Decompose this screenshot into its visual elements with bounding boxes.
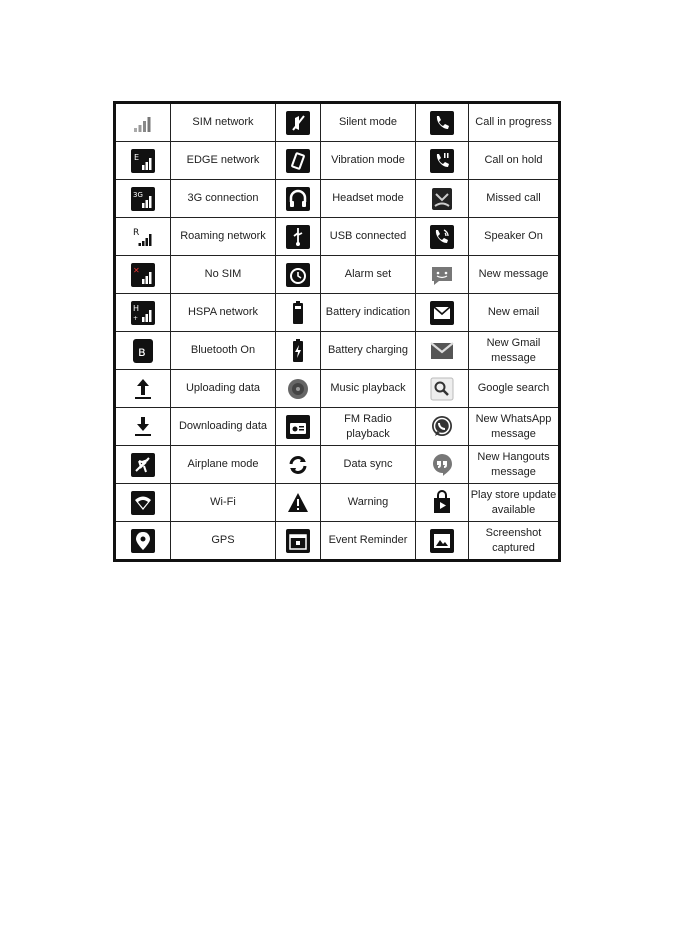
icon-cell [416, 408, 469, 446]
icon-cell [416, 522, 469, 561]
airplane-icon [130, 452, 156, 478]
icon-label: New email [469, 294, 560, 332]
icon-cell [276, 370, 321, 408]
icon-label: Airplane mode [171, 446, 276, 484]
battery-charging-icon [285, 338, 311, 364]
gps-icon [130, 528, 156, 554]
table-row [115, 256, 560, 294]
icon-cell [115, 256, 171, 294]
icon-cell [115, 408, 171, 446]
icon-label: HSPA network [171, 294, 276, 332]
icon-label: Screenshot captured [469, 522, 560, 561]
icon-label: New WhatsApp message [469, 408, 560, 446]
icon-label: New Gmail message [469, 332, 560, 370]
icon-cell [416, 294, 469, 332]
icon-label: New message [469, 256, 560, 294]
icon-cell [115, 332, 171, 370]
icon-label: Event Reminder [321, 522, 416, 561]
icon-label: Google search [469, 370, 560, 408]
icon-label: SIM network [171, 103, 276, 142]
icon-cell [276, 256, 321, 294]
icon-label: Data sync [321, 446, 416, 484]
icon-label: Bluetooth On [171, 332, 276, 370]
icon-label: Music playback [321, 370, 416, 408]
icon-label: Speaker On [469, 218, 560, 256]
edge-network-icon [130, 148, 156, 174]
table-row [115, 142, 560, 180]
sim-network-icon [130, 110, 156, 136]
icon-cell [276, 446, 321, 484]
download-icon [130, 414, 156, 440]
google-search-icon [429, 376, 455, 402]
headset-mode-icon [285, 186, 311, 212]
icon-cell [276, 294, 321, 332]
icon-cell [416, 370, 469, 408]
roaming-network-icon [130, 224, 156, 250]
icon-cell [115, 142, 171, 180]
icon-label: GPS [171, 522, 276, 561]
sync-icon [285, 452, 311, 478]
svg-text:3G: 3G [133, 190, 143, 199]
icon-label: Battery charging [321, 332, 416, 370]
svg-text:H: H [133, 303, 140, 313]
new-message-icon [429, 262, 455, 288]
icon-cell [115, 446, 171, 484]
icon-label: Warning [321, 484, 416, 522]
table-row [115, 408, 560, 446]
icon-cell [276, 142, 321, 180]
svg-text:ʙ: ʙ [138, 344, 146, 360]
icon-cell [416, 218, 469, 256]
icon-label: FM Radio playback [321, 408, 416, 446]
icon-label: Call on hold [469, 142, 560, 180]
status-icons-table [113, 101, 561, 562]
no-sim-icon [130, 262, 156, 288]
table-row [115, 180, 560, 218]
hangouts-icon [429, 452, 455, 478]
icon-cell [416, 103, 469, 142]
status-icons-table-body [115, 103, 560, 561]
icon-cell [115, 218, 171, 256]
svg-text:R: R [133, 227, 140, 238]
icon-label: 3G connection [171, 180, 276, 218]
music-playback-icon [285, 376, 311, 402]
table-row [115, 294, 560, 332]
3g-connection-icon [130, 186, 156, 212]
call-on-hold-icon [429, 148, 455, 174]
icon-cell [276, 332, 321, 370]
table-row [115, 370, 560, 408]
icon-cell [115, 370, 171, 408]
icon-cell [276, 218, 321, 256]
icon-cell [416, 180, 469, 218]
bluetooth-icon [130, 338, 156, 364]
silent-mode-icon [285, 110, 311, 136]
icon-cell [416, 484, 469, 522]
svg-text:E: E [134, 152, 140, 162]
gmail-icon [429, 338, 455, 364]
icon-cell [115, 180, 171, 218]
speaker-on-icon [429, 224, 455, 250]
table-row [115, 332, 560, 370]
icon-label: Vibration mode [321, 142, 416, 180]
upload-icon [130, 376, 156, 402]
whatsapp-icon [429, 414, 455, 440]
play-store-icon [429, 490, 455, 516]
icon-cell [115, 294, 171, 332]
icon-cell [416, 332, 469, 370]
icon-label: Silent mode [321, 103, 416, 142]
icon-cell [416, 446, 469, 484]
icon-label: New Hangouts message [469, 446, 560, 484]
icon-label: Roaming network [171, 218, 276, 256]
fm-radio-icon [285, 414, 311, 440]
icon-label: EDGE network [171, 142, 276, 180]
icon-cell [276, 484, 321, 522]
icon-cell [276, 180, 321, 218]
table-row [115, 522, 560, 561]
icon-label: Play store update available [469, 484, 560, 522]
wifi-icon [130, 490, 156, 516]
icon-cell [416, 256, 469, 294]
icon-cell [115, 103, 171, 142]
icon-label: USB connected [321, 218, 416, 256]
warning-icon [285, 490, 311, 516]
icon-label: Downloading data [171, 408, 276, 446]
event-reminder-icon [285, 528, 311, 554]
icon-label: Wi-Fi [171, 484, 276, 522]
table-row [115, 446, 560, 484]
usb-connected-icon [285, 224, 311, 250]
icon-label: Headset mode [321, 180, 416, 218]
table-row [115, 103, 560, 142]
icon-label: No SIM [171, 256, 276, 294]
icon-cell [115, 522, 171, 561]
table-row [115, 484, 560, 522]
alarm-set-icon [285, 262, 311, 288]
svg-text:+: + [133, 314, 139, 322]
battery-indication-icon [285, 300, 311, 326]
icon-label: Missed call [469, 180, 560, 218]
icon-cell [276, 103, 321, 142]
call-in-progress-icon [429, 110, 455, 136]
table-row [115, 218, 560, 256]
screenshot-icon [429, 528, 455, 554]
icon-cell [276, 408, 321, 446]
icon-cell [115, 484, 171, 522]
icon-cell [416, 142, 469, 180]
icon-label: Call in progress [469, 103, 560, 142]
icon-label: Uploading data [171, 370, 276, 408]
icon-label: Battery indication [321, 294, 416, 332]
new-email-icon [429, 300, 455, 326]
icon-cell [276, 522, 321, 561]
vibration-mode-icon [285, 148, 311, 174]
missed-call-icon [429, 186, 455, 212]
icon-label: Alarm set [321, 256, 416, 294]
svg-text:✕: ✕ [133, 265, 140, 275]
hspa-network-icon [130, 300, 156, 326]
